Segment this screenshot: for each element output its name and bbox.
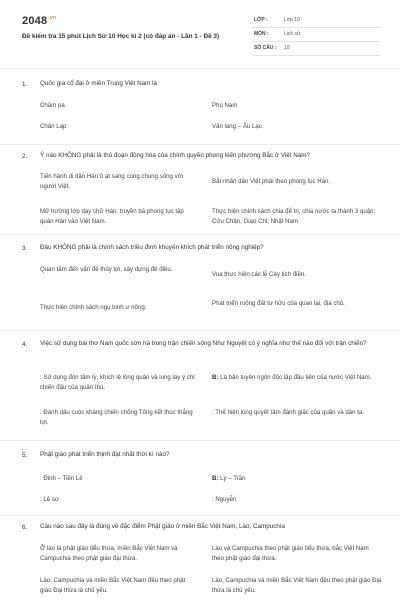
- meta-label: SỐ CÂU :: [254, 45, 277, 51]
- option-d[interactable]: Thực hiện chính sách chia để trị, chia nước ta thành 3 quận: Cửu Chân, Giao Chỉ, Nhật Nam: [212, 208, 376, 225]
- meta-value: Lịch sử: [284, 31, 301, 37]
- option-a[interactable]: : Sử dụng đòn tâm lý, khích lệ lòng quân và lung lay ý chí chiến đấu của quân thù.: [40, 374, 195, 391]
- meta-value: Lớp 10: [284, 17, 300, 23]
- question-text: Đâu KHÔNG phải là chính sách triều đình khuyến khích phát triển nông nghiệp?: [40, 244, 264, 251]
- meta-label: MÔN :: [254, 31, 269, 37]
- question-number: 1.: [22, 81, 28, 88]
- option-d[interactable]: : Nguyễn: [212, 496, 237, 503]
- option-b[interactable]: Phù Nam: [212, 102, 238, 109]
- question-number: 6.: [22, 524, 28, 531]
- option-c[interactable]: Lào, Campuchia và miền Bắc Việt Nam đều theo phật giáo Đại thừa là chủ yếu.: [40, 577, 186, 594]
- option-c[interactable]: Thực hiện chính sách ngụ binh ư nông.: [40, 304, 147, 311]
- header: [0, 0, 400, 66]
- option-c[interactable]: Chân Lạp: [40, 123, 67, 130]
- question-text: Quốc gia cổ đại ở miền Trung Việt Nam là: [40, 80, 158, 87]
- option-a[interactable]: Quan tâm đến vấn đề thủy lợi, xây dựng đê điều.: [40, 266, 173, 273]
- option-a[interactable]: Ở lào là phật giáo tiểu thừa, miền Bắc Việt Nam và Campuchia theo phật giáo đại thừa.: [40, 545, 178, 562]
- question-divider: [0, 234, 400, 235]
- option-c[interactable]: : Lê sơ: [40, 496, 59, 503]
- option-d[interactable]: Văn lang – Âu Lạc: [212, 123, 262, 130]
- header-divider: [0, 68, 400, 69]
- question-text: Ý nào KHÔNG phải là thủ đoạn đồng hóa của chính quyền phong kiến phương Bắc ở Việt Nam?: [40, 152, 311, 159]
- option-b[interactable]: B: Lý – Trần: [212, 475, 246, 482]
- question-text: Việc sử dụng bài thơ Nam quốc sơn hà trong trận chiến sông Như Nguyệt có ý nghĩa như thế nào đối với trận chiến?: [40, 340, 367, 347]
- question-number: 4.: [22, 341, 28, 348]
- option-a[interactable]: : Đinh – Tiền Lê: [40, 475, 83, 482]
- option-b[interactable]: Bắt nhân dân Việt phải theo phong tục Hán.: [212, 178, 331, 185]
- option-d[interactable]: Lào, Campuchia và miền Bắc Việt Nam đều theo phật giáo Đại thừa là chủ yếu.: [212, 577, 382, 594]
- option-b[interactable]: B: Là bản tuyên ngôn độc lập đầu tiên của nước Việt Nam.: [212, 374, 372, 381]
- option-b[interactable]: Vua thực hiện các lễ Cày tịch điền.: [212, 271, 306, 278]
- question-divider: [0, 440, 400, 441]
- meta-row-class: [252, 14, 380, 28]
- page-title: Đề kiểm tra 15 phút Lịch Sử 10 Học kì 2 (có đáp án - Lần 1 - Đề 3): [22, 33, 220, 40]
- question-text: Phật giáo phát triển thịnh đạt nhất thời kì nào?: [40, 451, 170, 458]
- question-divider: [0, 515, 400, 516]
- option-b[interactable]: Lào và Campuchia theo phật giáo tiểu thừa, bắc Việt Nam theo phật giáo đại thừa.: [212, 545, 369, 562]
- option-d[interactable]: Phát triển ruộng đất tư hữu của quan lại, địa chủ.: [212, 300, 345, 307]
- option-a[interactable]: Chăm pa: [40, 102, 65, 109]
- meta-label: LỚP :: [254, 17, 268, 23]
- meta-value: 10: [284, 45, 290, 51]
- question-number: 2.: [22, 153, 28, 160]
- meta-table: [252, 14, 380, 56]
- question-number: 5.: [22, 452, 28, 459]
- logo-suffix: .vn: [48, 15, 57, 22]
- option-c[interactable]: : Đánh dấu cuộc kháng chiến chống Tống kết thúc thắng lợi.: [40, 409, 193, 426]
- logo-text: 2048: [22, 15, 48, 27]
- option-d[interactable]: : Thể hiện lòng quyết tâm đánh giặc của quân và dân ta.: [212, 409, 365, 416]
- question-number: 3.: [22, 245, 28, 252]
- option-a[interactable]: Tiến hành di dân Hán ồ ạt sang cùng chung sống với người Việt.: [40, 173, 184, 190]
- meta-row-count: [252, 42, 380, 56]
- meta-row-subject: [252, 28, 380, 42]
- option-c[interactable]: Mở trường lớp dạy chữ Hán, truyền bá phong tục tập quán Hán vào Việt Nam.: [40, 208, 184, 225]
- question-divider: [0, 330, 400, 331]
- question-text: Câu nào sau đây là đúng về đặc điểm Phật giáo ở miền Bắc Việt Nam, Lào, Campuchia: [40, 523, 285, 530]
- site-logo[interactable]: [22, 15, 56, 27]
- question-divider: [0, 144, 400, 145]
